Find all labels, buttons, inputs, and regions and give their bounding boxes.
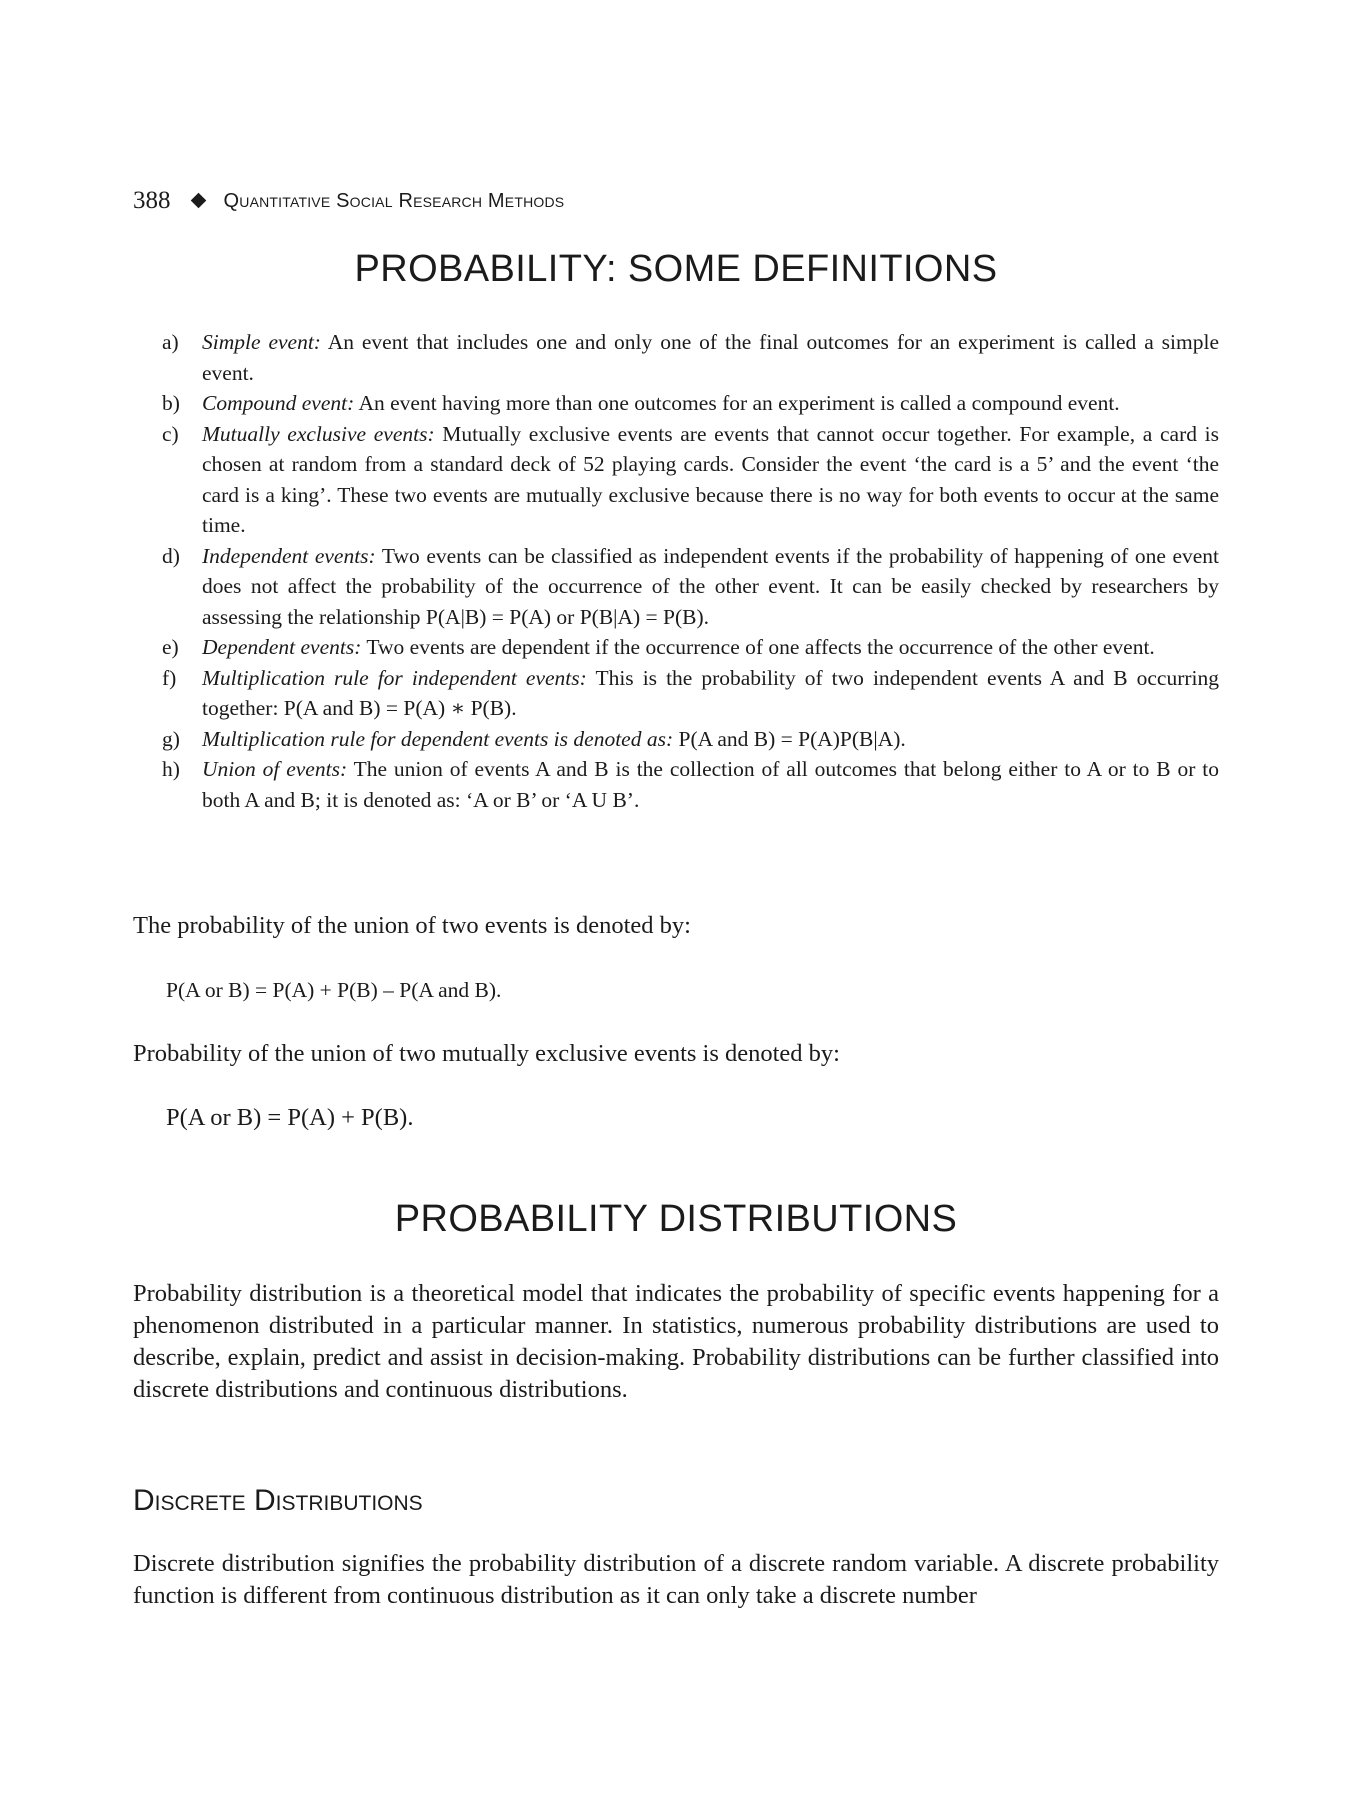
definition-item bbox=[162, 388, 1219, 419]
section-title-distributions: PROBABILITY DISTRIBUTIONS bbox=[394, 1198, 958, 1240]
page-number: 388 bbox=[133, 187, 171, 214]
definitions-list bbox=[162, 327, 1219, 815]
definition-marker: c) bbox=[162, 421, 179, 446]
definition-term: Compound event: bbox=[202, 391, 355, 415]
definition-item bbox=[162, 724, 1219, 755]
definition-marker: f) bbox=[162, 665, 177, 690]
definition-term: Multiplication rule for independent events: bbox=[202, 665, 587, 690]
definition-term: Independent events: bbox=[202, 543, 376, 568]
definition-term: Multiplication rule for dependent events is denoted as: bbox=[202, 726, 674, 751]
definition-text: This is the probability of two independent events A and B occurring together: P(A and B) = P(A) ∗ P(B). bbox=[202, 665, 1219, 720]
definition-marker: e) bbox=[162, 635, 179, 659]
definition-marker: g) bbox=[162, 726, 180, 751]
definition-term: Dependent events: bbox=[202, 635, 362, 659]
definition-item bbox=[162, 663, 1219, 724]
definition-term: Mutually exclusive events: bbox=[202, 421, 435, 446]
section-title-definitions: PROBABILITY: SOME DEFINITIONS bbox=[354, 248, 998, 290]
definition-item bbox=[162, 632, 1219, 663]
definition-item bbox=[162, 754, 1219, 815]
distributions-paragraph: Probability distribution is a theoretical model that indicates the probability of specific events happening for a phenomenon distributed in a particular manner. In statistics, numerous probability distributions are used to describe, explain, predict and assist in decision-making. Probability distributions can be further classified into discrete distributions and continuous distributions. bbox=[133, 1280, 1219, 1403]
definition-item bbox=[162, 541, 1219, 633]
definition-text: An event having more than one outcomes for an experiment is called a compound event. bbox=[354, 391, 1120, 415]
union-formula: P(A or B) = P(A) + P(B) – P(A and B). bbox=[166, 978, 502, 1002]
running-title: Quantitative Social Research Methods bbox=[223, 190, 565, 212]
definition-item bbox=[162, 327, 1219, 388]
definition-text: Two events can be classified as independent events if the probability of happening of one event does not affect the probability of the occurrence of the other event. It can be easily checked by researchers by assessing the relationship P(A|B) = P(A) or P(B|A) = P(B). bbox=[202, 543, 1220, 629]
definition-text: Two events are dependent if the occurrence of one affects the occurrence of the other event. bbox=[361, 635, 1155, 659]
definition-term: Union of events: bbox=[202, 757, 348, 781]
definition-text: The union of events A and B is the collection of all outcomes that belong either to A or to B or to both A and B; it is denoted as: ‘A or B’ or ‘A U B’. bbox=[202, 757, 1219, 812]
discrete-paragraph: Discrete distribution signifies the probability distribution of a discrete random variable. A discrete probability function is different from continuous distribution as it can only take a discrete number bbox=[133, 1550, 1219, 1609]
union-intro-text: The probability of the union of two events is denoted by: bbox=[133, 912, 691, 939]
definition-text: P(A and B) = P(A)P(B|A). bbox=[673, 726, 906, 751]
running-head bbox=[133, 186, 564, 216]
exclusive-union-intro-text: Probability of the union of two mutually exclusive events is denoted by: bbox=[133, 1040, 840, 1067]
definition-text: Mutually exclusive events are events that cannot occur together. For example, a card is chosen at random from a standard deck of 52 playing cards. Consider the event ‘the card is a 5’ and the event ‘the card is a king’. These two events are mutually exclusive because there is no way for both events to occur at the same time. bbox=[202, 421, 1219, 537]
subsection-title-discrete: Discrete Distributions bbox=[133, 1484, 423, 1517]
definition-marker: a) bbox=[162, 330, 179, 354]
definition-marker: b) bbox=[162, 391, 180, 415]
definition-marker: h) bbox=[162, 757, 180, 781]
definition-item bbox=[162, 419, 1219, 541]
exclusive-union-formula: P(A or B) = P(A) + P(B). bbox=[166, 1104, 414, 1131]
definition-text: An event that includes one and only one of the final outcomes for an experiment is called a simple event. bbox=[202, 330, 1219, 385]
definition-term: Simple event: bbox=[202, 330, 321, 354]
definition-marker: d) bbox=[162, 543, 180, 568]
diamond-icon bbox=[190, 192, 206, 208]
